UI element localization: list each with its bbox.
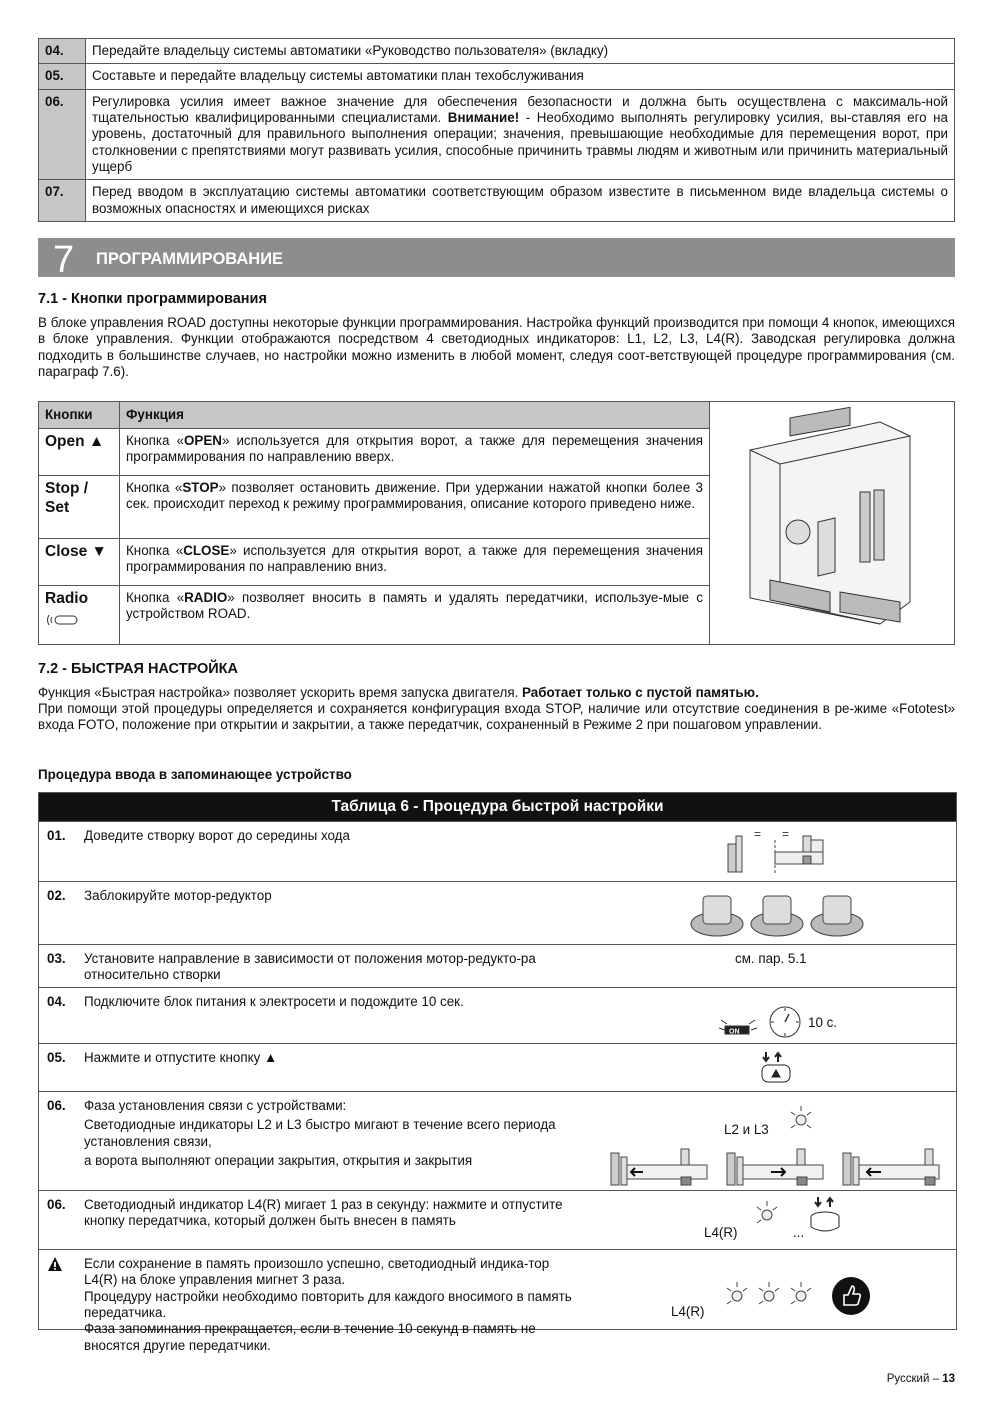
- func-close: Кнопка «CLOSE» используется для открытия ворот, а также для перемещения значения программирования по направлению вниз.: [120, 539, 710, 586]
- svg-text:ON: ON: [729, 1028, 740, 1036]
- paragraph-7-2-b: При помощи этой процедуры определяется и сохраняется конфигурация входа STOP, наличие или отсутствие соединения в ре-жиме «Fototest» входа FOTO, положение при открытии и закрытии, а также передатчик, сохраненный в Режиме 2 при пошаговом управлении.: [38, 701, 955, 733]
- checklist-row: [39, 64, 955, 89]
- checklist-table: [38, 38, 955, 222]
- step-text: Заблокируйте мотор-редуктор: [84, 888, 272, 903]
- step-text: Установите направление в зависимости от положения мотор-редукто-ра относительно створки: [84, 951, 536, 983]
- subsection-heading-7-1: 7.1 - Кнопки программирования: [38, 291, 267, 307]
- step-number: 07.: [39, 180, 86, 222]
- col-header-keys: Кнопки: [39, 402, 120, 429]
- quick-setup-table: [38, 792, 957, 1353]
- table-row: [39, 821, 956, 881]
- step-number: 06.: [39, 89, 86, 180]
- text-part: - Необходимо выполнять регулировку усилия, вы-ставляя его на уровень, достаточный для правильного выполнения операции; значения, превышающие необходимые для перемещения ворот, при столкновении с препятствиями могут развивать усилия, способные причинить травмы людям и животным или причинить материальный ущерб: [92, 110, 948, 175]
- triple-blink-led-icon: [723, 1280, 823, 1310]
- open-button-press-icon: [759, 1048, 795, 1086]
- checklist-row: [39, 89, 955, 180]
- power-on-timer-icon: [715, 1004, 805, 1040]
- table-row: [39, 881, 956, 944]
- control-unit-icon: [710, 402, 954, 640]
- step-text: Светодиодный индикатор L4(R) мигает 1 раз в секунду: нажмите и отпустите кнопку передатчика, который должен быть внесен в память: [84, 1197, 563, 1229]
- motor-unlock-icon: [689, 886, 874, 940]
- blinking-led-icon: [789, 1106, 819, 1136]
- key-radio-label: Radio: [45, 590, 89, 608]
- step-text: Если сохранение в память произошло успешно, светодиодный индика-тор L4(R) на блоке управления мигнет 3 раза. Процедуру настройки необходимо повторить для каждого вносимого в память передатчика. Фаза запоминания прекращается, если в течение 10 секунд в память не вносятся другие передатчики.: [84, 1256, 572, 1353]
- paragraph-7-2-a: Функция «Быстрая настройка» позволяет ускорить время запуска двигателя. Работает только с пустой памятью.: [38, 685, 759, 700]
- led-label: L2 и L3: [724, 1122, 769, 1137]
- svg-text:=: =: [754, 827, 762, 841]
- checklist-row: [39, 180, 955, 222]
- section-header: [38, 238, 955, 281]
- step-number: 02.: [47, 888, 66, 903]
- step-number: 04.: [47, 994, 66, 1009]
- page-number: 13: [942, 1373, 955, 1385]
- step-number: 05.: [39, 64, 86, 89]
- step-number: 05.: [47, 1050, 66, 1065]
- step-text: Перед вводом в эксплуатацию системы автоматики соответствующим образом известите в письменном виде владельца системы о возможных опасностях и имеющихся рисках: [86, 180, 955, 222]
- section-number: 7: [53, 239, 75, 281]
- table-row: [39, 1249, 956, 1353]
- step-number: 03.: [47, 951, 66, 966]
- remote-button-press-icon: [809, 1193, 845, 1239]
- blinking-led-icon: [755, 1199, 785, 1229]
- paragraph-7-1: В блоке управления ROAD доступны некоторые функции программирования. Настройка функций производится при помощи 4 кнопок, имеющихся в блоке управления. Функции отображаются посредством 4 светодиодных индикаторов: L1, L2, L3, L4(R). Заводская регулировка должна подходить в большинстве случаев, но настройки можно изменить в любой момент, следуя соот-ветствующей процедуре программирования (см. параграф 7.6).: [38, 315, 955, 380]
- table-row: [39, 1190, 956, 1249]
- svg-text:=: =: [782, 827, 790, 841]
- step-text: Передайте владельцу системы автоматики «Руководство пользователя» (вкладку): [86, 39, 955, 64]
- step-number: 06.: [47, 1098, 66, 1113]
- thumbs-up-icon: [831, 1276, 871, 1316]
- wait-time: 10 с.: [808, 1015, 838, 1030]
- subsection-heading-7-2: 7.2 - БЫСТРАЯ НАСТРОЙКА: [38, 661, 238, 677]
- procedure-heading: Процедура ввода в запоминающее устройство: [38, 767, 352, 782]
- func-open: Кнопка «OPEN» используется для открытия ворот, а также для перемещения значения программирования по направлению вверх.: [120, 428, 710, 475]
- warning-icon: [47, 1256, 63, 1272]
- buttons-table: [38, 401, 955, 645]
- footer-language: Русский –: [886, 1373, 943, 1385]
- table-row: [39, 1091, 956, 1190]
- key-stop: Stop / Set: [39, 475, 120, 538]
- led-label: L4(R): [704, 1225, 738, 1240]
- step-number: 01.: [47, 828, 66, 843]
- warning-label: Внимание!: [447, 110, 520, 126]
- gate-midway-icon: [727, 826, 827, 876]
- ellipsis: ...: [793, 1225, 805, 1240]
- table-title: Таблица 6 - Процедура быстрой настройки: [39, 793, 956, 821]
- checklist-row: [39, 39, 955, 64]
- step-number: 06.: [47, 1197, 66, 1212]
- control-unit-illustration: [710, 402, 955, 645]
- step-number: 04.: [39, 39, 86, 64]
- radio-button-icon: [45, 612, 81, 628]
- reference-link: см. пар. 5.1: [735, 951, 807, 966]
- step-text: Нажмите и отпустите кнопку ▲: [84, 1050, 278, 1065]
- step-text: Составьте и передайте владельцу системы автоматики план техобслуживания: [86, 64, 955, 89]
- key-radio: [39, 586, 120, 645]
- step-text: Фаза установления связи с устройствами: Светодиодные индикаторы L2 и L3 быстро мигают в течение всего периода установления связи, а ворота выполняют операции закрытия, открытия и закрытия: [84, 1098, 556, 1169]
- section-title: ПРОГРАММИРОВАНИЕ: [96, 250, 284, 268]
- func-radio: Кнопка «RADIO» позволяет вносить в память и удалять передатчики, используе-мые с устройством ROAD.: [120, 586, 710, 645]
- text-part: Регулировка усилия имеет важное значение для обеспечения безопасности и должна быть осуществлена с максималь-ной тщательностью квалифицированными специалистами.: [92, 93, 948, 126]
- table-row: [39, 1043, 956, 1091]
- led-label: L4(R): [671, 1304, 705, 1319]
- step-text: Доведите створку ворот до середины хода: [84, 828, 350, 843]
- key-open: Open ▲: [39, 428, 120, 475]
- page-footer: [887, 1372, 955, 1386]
- step-text: [86, 89, 955, 180]
- step-text: Подключите блок питания к электросети и подождите 10 сек.: [84, 994, 464, 1009]
- col-header-function: Функция: [120, 402, 710, 429]
- func-stop: Кнопка «STOP» позволяет остановить движение. При удержании нажатой кнопки более 3 сек. происходит переход к режиму программирования, описание которого приведено ниже.: [120, 475, 710, 538]
- table-row: [39, 944, 956, 987]
- key-close: Close ▼: [39, 539, 120, 586]
- gate-cycle-icons: [609, 1147, 949, 1187]
- table-row: [39, 987, 956, 1043]
